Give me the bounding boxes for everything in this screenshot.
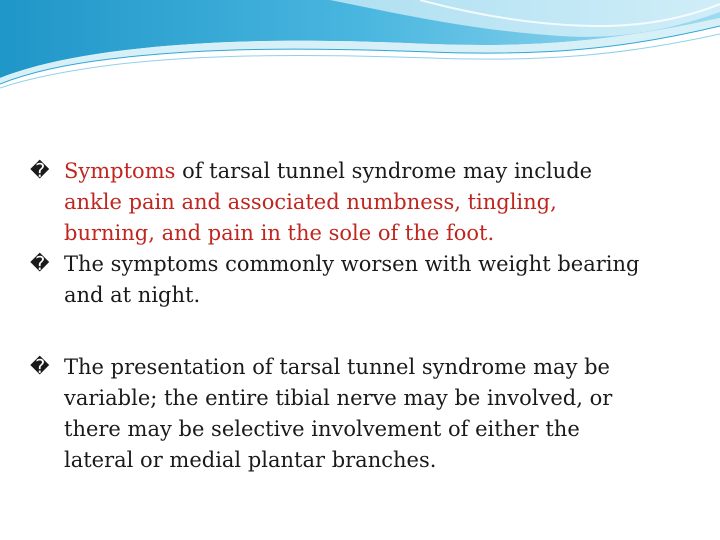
- bullet-marker-icon: �: [30, 253, 50, 275]
- bullet-marker-icon: �: [30, 356, 50, 378]
- header-wave-decoration: [0, 0, 720, 95]
- bullet-worsen: [30, 249, 700, 311]
- bullet-presentation: [30, 352, 700, 476]
- bullet-line: burning, and pain in the sole of the foot.: [64, 221, 495, 245]
- keyword-symptoms: Symptoms: [64, 159, 176, 183]
- bullet-symptoms: [30, 156, 700, 249]
- bullet-line: there may be selective involvement of either the: [64, 417, 580, 441]
- bullet-line: lateral or medial plantar branches.: [64, 448, 437, 472]
- bullet-line: [64, 156, 700, 187]
- bullet-line: variable; the entire tibial nerve may be involved, or: [64, 386, 613, 410]
- bullet-line: and at night.: [64, 283, 201, 307]
- bullet-line: The symptoms commonly worsen with weight bearing: [64, 252, 640, 276]
- bullet-line: The presentation of tarsal tunnel syndrome may be: [64, 355, 610, 379]
- slide-body: [30, 156, 700, 476]
- text-segment: of tarsal tunnel syndrome may include: [175, 159, 593, 183]
- bullet-marker-icon: �: [30, 160, 50, 182]
- spacer: [30, 311, 700, 352]
- bullet-line: ankle pain and associated numbness, tingling,: [64, 190, 557, 214]
